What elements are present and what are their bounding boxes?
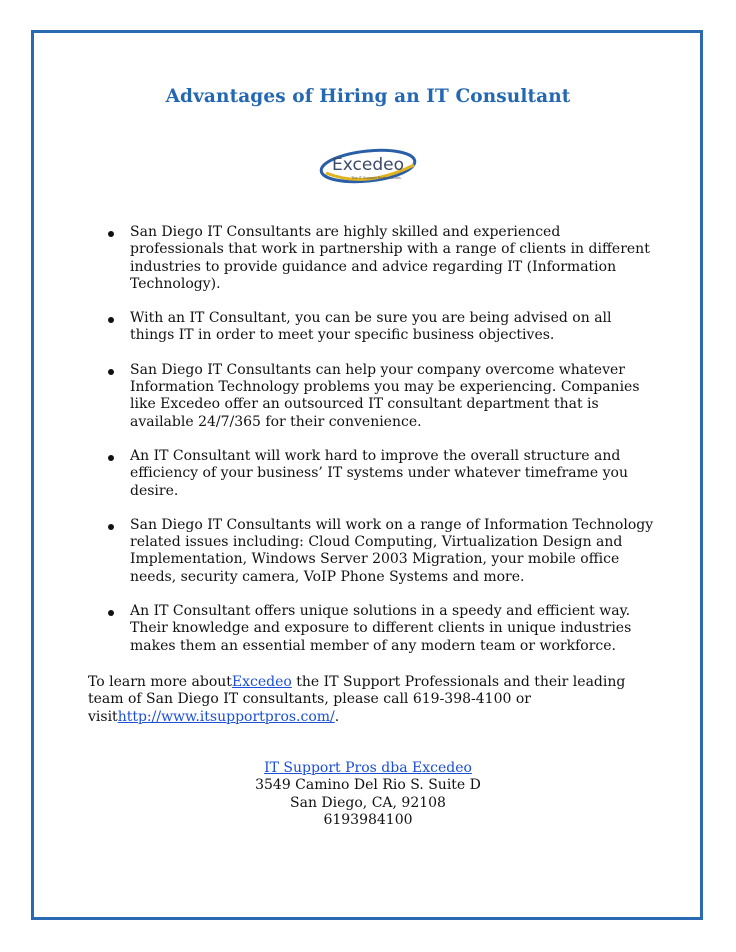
- address-line-2: San Diego, CA, 92108: [290, 794, 446, 811]
- phone-number: 6193984100: [323, 811, 413, 828]
- list-item: With an IT Consultant, you can be sure you are being advised on all things IT in order to meet your specific business objectives.: [95, 310, 655, 345]
- bullet-icon: [108, 455, 114, 461]
- address-line-1: 3549 Camino Del Rio S. Suite D: [255, 777, 481, 794]
- website-link[interactable]: http://www.itsupportpros.com/: [117, 708, 335, 725]
- contact-block: [0, 760, 736, 829]
- logo-tagline: The IT Support Professionals: [351, 176, 401, 180]
- list-item: San Diego IT Consultants can help your company overcome whatever Information Technology problems you may be experiencing. Companies like Excedeo offer an outsourced IT consultant department that is available 24/7/365 for their convenience.: [95, 362, 655, 431]
- list-item: An IT Consultant will work hard to improve the overall structure and efficiency of your business’ IT systems under whatever timeframe you desire.: [95, 448, 655, 500]
- bullet-icon: [108, 231, 114, 237]
- bullet-icon: [108, 369, 114, 375]
- page-title: Advantages of Hiring an IT Consultant: [165, 86, 571, 107]
- list-item: An IT Consultant offers unique solutions in a speedy and efficient way. Their knowledge and exposure to different clients in unique industries makes them an essential member of any modern team or workforce.: [95, 603, 655, 655]
- list-item: San Diego IT Consultants are highly skilled and experienced professionals that work in partnership with a range of clients in different industries to provide guidance and advice regarding IT (Information Technology).: [95, 224, 655, 293]
- logo-text: Excedeo: [332, 155, 404, 175]
- company-link[interactable]: IT Support Pros dba Excedeo: [264, 760, 472, 776]
- bullet-icon: [108, 317, 114, 323]
- list-item: San Diego IT Consultants will work on a range of Information Technology related issues including: Cloud Computing, Virtualization Design and Implementation, Windows Server 2003 Migration, your mobile office needs, security camera, VoIP Phone Systems and more.: [95, 517, 655, 586]
- excedeo-link[interactable]: Excedeo: [231, 674, 292, 690]
- bullet-icon: [108, 610, 114, 616]
- closing-paragraph: To learn more aboutExcedeo the IT Support Professionals and their leading team of San Diego IT consultants, please call 619-398-4100 or visithttp://www.itsupportpros.com/.: [88, 674, 626, 725]
- bullet-icon: [108, 524, 114, 530]
- excedeo-logo: [316, 143, 420, 191]
- bullet-list: [95, 224, 655, 672]
